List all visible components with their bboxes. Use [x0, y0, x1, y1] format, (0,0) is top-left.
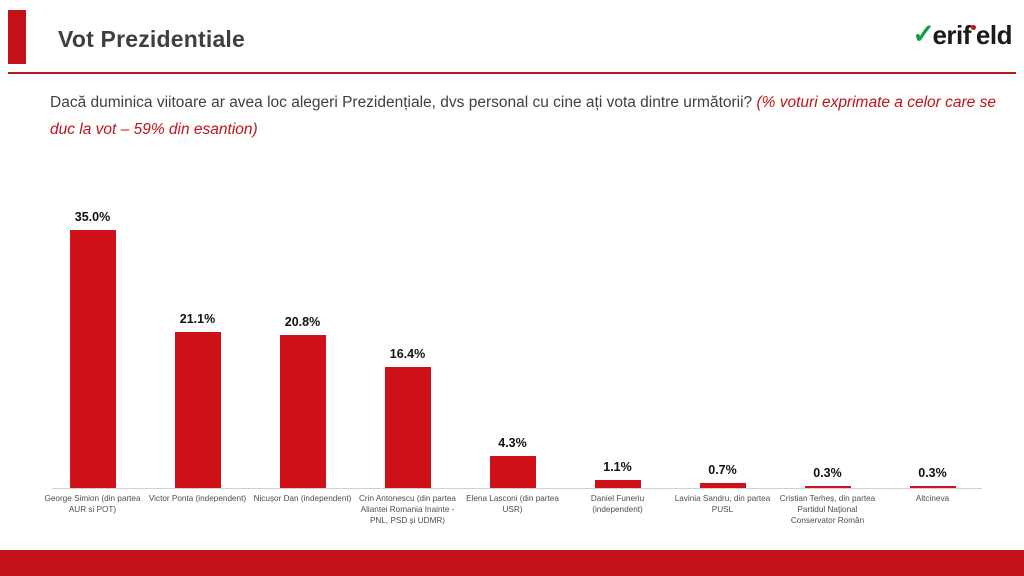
bar-category-label: Victor Ponta (independent) [148, 494, 247, 503]
chart-plot-area [40, 178, 985, 525]
footer-bar [0, 550, 1024, 576]
bar-category-label: Lavinia Sandru, din partea PUSL [674, 494, 771, 514]
logo-dot-icon [971, 25, 976, 30]
bar-column [775, 178, 880, 488]
header-divider [8, 72, 1016, 74]
logo-text-before: erif [932, 20, 971, 50]
survey-question [50, 90, 1000, 143]
bar-value-label: 0.3% [918, 465, 947, 480]
question-emphasis-text: (% voturi exprimate a celor care se duc la vot – 59% din esantion) [50, 94, 996, 138]
bar-category-label: George Simion (din partea AUR si POT) [44, 494, 141, 514]
bar-group [670, 178, 775, 514]
chart-bar [385, 367, 431, 488]
bar-group [565, 178, 670, 514]
chart-bar [490, 456, 536, 488]
chart-axis-line [52, 488, 982, 489]
bar-value-label: 4.3% [498, 436, 527, 451]
chart-bar [280, 335, 326, 488]
bar-group [460, 178, 565, 514]
bar-value-label: 0.3% [813, 465, 842, 480]
bar-category-label: Altcineva [915, 494, 950, 503]
bar-group [355, 178, 460, 525]
bar-value-label: 21.1% [179, 312, 216, 327]
bar-category-label: Cristian Terheș, din partea Partidul Național Conservator Român [779, 494, 876, 525]
bar-column [145, 178, 250, 488]
verifield-logo [912, 20, 1012, 51]
bar-column [880, 178, 985, 488]
chart-bar [70, 230, 116, 488]
page-title: Vot Prezidentiale [58, 26, 246, 52]
question-main-text: Dacă duminica viitoare ar avea loc alegeri Prezidențiale, dvs personal cu cine ați vota dintre următorii? [50, 94, 753, 111]
header-accent-bar [8, 10, 26, 64]
bar-column [40, 178, 145, 488]
logo-text-after: eld [975, 20, 1012, 50]
bar-column [355, 178, 460, 488]
bar-group [40, 178, 145, 514]
bar-column [460, 178, 565, 488]
bar-category-label: Elena Lasconi (din partea USR) [466, 494, 559, 514]
bar-value-label: 20.8% [284, 314, 321, 329]
bar-value-label: 0.7% [708, 462, 737, 477]
bar-value-label: 1.1% [603, 459, 632, 474]
check-mark-icon: ✓ [912, 19, 935, 49]
chart-bar [175, 332, 221, 488]
bar-group [775, 178, 880, 525]
bar-column [565, 178, 670, 488]
page-header [0, 0, 1024, 74]
bar-category-label: Daniel Funeriu (independent) [590, 494, 645, 514]
bar-category-label: Nicușor Dan (independent) [253, 494, 352, 503]
bar-column [250, 178, 355, 488]
bar-value-label: 35.0% [74, 210, 111, 224]
bar-group [880, 178, 985, 503]
bar-chart [40, 178, 985, 538]
bar-column [670, 178, 775, 488]
bar-group [145, 178, 250, 503]
bar-category-label: Crin Antonescu (din partea Aliantei Romania Inainte - PNL, PSD și UDMR) [359, 494, 456, 525]
bar-group [250, 178, 355, 503]
chart-bar [595, 480, 641, 488]
bar-value-label: 16.4% [389, 347, 426, 362]
